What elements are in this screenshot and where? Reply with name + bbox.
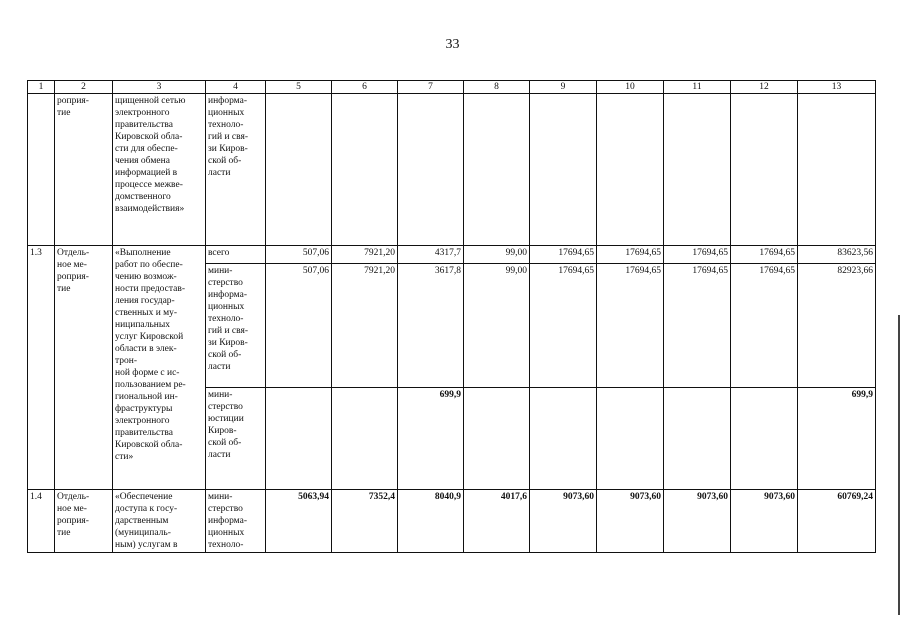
- header-row: [28, 81, 876, 94]
- header-cell: 8: [464, 81, 530, 94]
- value-cell: [731, 388, 798, 490]
- value-cell: [798, 94, 876, 246]
- value-cell: [530, 388, 597, 490]
- budget-table: [27, 80, 876, 553]
- executor-cell: мини- стерство информа- ционных техноло- гий и свя- зи Киров- ской об- ласти: [206, 264, 266, 388]
- value-cell: 699,9: [398, 388, 464, 490]
- value-cell: 7921,20: [332, 264, 398, 388]
- header-cell: 1: [28, 81, 55, 94]
- activity-name-cell: «Обеспечение доступа к госу- дарственным (муниципаль- ным) услугам в: [113, 490, 206, 553]
- row-number-cell: [28, 94, 55, 246]
- header-cell: 6: [332, 81, 398, 94]
- value-cell: [597, 94, 664, 246]
- executor-cell: информа- ционных техноло- гий и свя- зи Киров- ской об- ласти: [206, 94, 266, 246]
- value-cell: 699,9: [798, 388, 876, 490]
- row-number-cell: 1.4: [28, 490, 55, 553]
- value-cell: [664, 94, 731, 246]
- value-cell: 5063,94: [266, 490, 332, 553]
- value-cell: [464, 388, 530, 490]
- value-cell: 3617,8: [398, 264, 464, 388]
- value-cell: 83623,56: [798, 246, 876, 264]
- scan-edge-line: [898, 315, 900, 615]
- header-cell: 12: [731, 81, 798, 94]
- value-cell: 507,06: [266, 264, 332, 388]
- value-cell: 60769,24: [798, 490, 876, 553]
- executor-cell: всего: [206, 246, 266, 264]
- activity-type-cell: роприя- тие: [55, 94, 113, 246]
- value-cell: 82923,66: [798, 264, 876, 388]
- header-cell: 3: [113, 81, 206, 94]
- activity-type-cell: Отдель- ное ме- роприя- тие: [55, 490, 113, 553]
- header-cell: 11: [664, 81, 731, 94]
- value-cell: 4317,7: [398, 246, 464, 264]
- row-number-cell: 1.3: [28, 246, 55, 490]
- activity-type-cell: Отдель- ное ме- роприя- тие: [55, 246, 113, 490]
- value-cell: 17694,65: [530, 246, 597, 264]
- activity-name-cell: «Выполнение работ по обеспе- чению возмож- ности предостав- ления государ- ственных и му- ниципальных услуг Кировской области в элек- трон- ной форме с ис- пользованием ре- гиональной ин- фраструктуры электронного правительства Кировской обла- сти»: [113, 246, 206, 490]
- value-cell: 9073,60: [530, 490, 597, 553]
- value-cell: 17694,65: [664, 246, 731, 264]
- value-cell: [332, 94, 398, 246]
- header-cell: 13: [798, 81, 876, 94]
- value-cell: 7352,4: [332, 490, 398, 553]
- header-cell: 10: [597, 81, 664, 94]
- executor-cell: мини- стерство юстиции Киров- ской об- ласти: [206, 388, 266, 490]
- value-cell: [664, 388, 731, 490]
- value-cell: 507,06: [266, 246, 332, 264]
- value-cell: 17694,65: [731, 264, 798, 388]
- value-cell: 9073,60: [597, 490, 664, 553]
- value-cell: 99,00: [464, 264, 530, 388]
- value-cell: [530, 94, 597, 246]
- value-cell: 9073,60: [731, 490, 798, 553]
- header-cell: 9: [530, 81, 597, 94]
- value-cell: [597, 388, 664, 490]
- value-cell: [266, 94, 332, 246]
- executor-cell: мини- стерство информа- ционных техноло-: [206, 490, 266, 553]
- page-number: 33: [445, 37, 460, 52]
- header-cell: 4: [206, 81, 266, 94]
- value-cell: 7921,20: [332, 246, 398, 264]
- value-cell: [398, 94, 464, 246]
- value-cell: 8040,9: [398, 490, 464, 553]
- value-cell: [266, 388, 332, 490]
- value-cell: 17694,65: [597, 264, 664, 388]
- header-cell: 2: [55, 81, 113, 94]
- value-cell: [464, 94, 530, 246]
- activity-name-cell: щищенной сетью электронного правительства Кировской обла- сти для обеспе- чения обмена информацией в процессе межве- домственного взаимодействия»: [113, 94, 206, 246]
- header-cell: 7: [398, 81, 464, 94]
- value-cell: 17694,65: [597, 246, 664, 264]
- table-row: [28, 490, 876, 553]
- value-cell: 17694,65: [664, 264, 731, 388]
- value-cell: 9073,60: [664, 490, 731, 553]
- table-row: [28, 246, 876, 264]
- value-cell: 4017,6: [464, 490, 530, 553]
- value-cell: 17694,65: [731, 246, 798, 264]
- value-cell: 17694,65: [530, 264, 597, 388]
- header-cell: 5: [266, 81, 332, 94]
- value-cell: [731, 94, 798, 246]
- table-row: [28, 94, 876, 246]
- value-cell: [332, 388, 398, 490]
- value-cell: 99,00: [464, 246, 530, 264]
